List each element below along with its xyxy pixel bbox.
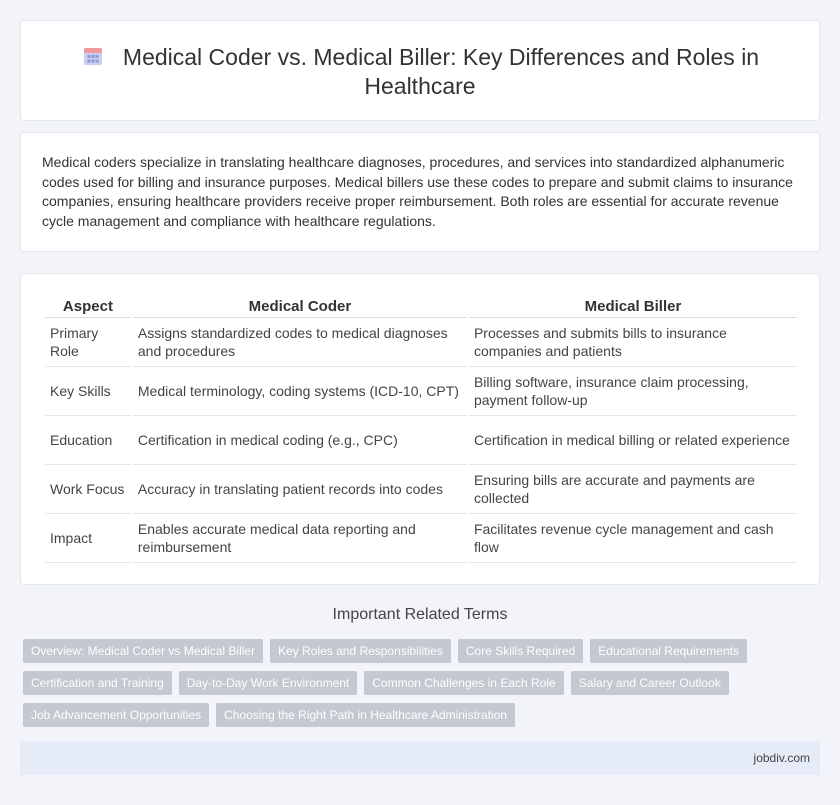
comparison-table <box>43 294 799 563</box>
table-cell-coder: Assigns standardized codes to medical diagnoses and procedures <box>133 318 467 367</box>
title-wrap <box>21 43 819 101</box>
tag-row <box>23 671 823 695</box>
comparison-card <box>20 273 820 585</box>
table-row <box>45 367 797 416</box>
calendar-icon <box>81 44 105 68</box>
related-tag[interactable]: Educational Requirements <box>590 639 747 663</box>
table-cell-coder: Enables accurate medical data reporting and reimbursement <box>133 514 467 563</box>
table-cell-biller: Ensuring bills are accurate and payments are collected <box>469 465 797 514</box>
table-header-coder: Medical Coder <box>133 294 467 318</box>
table-cell-coder: Accuracy in translating patient records into codes <box>133 465 467 514</box>
table-header-aspect: Aspect <box>45 294 131 318</box>
table-row <box>45 465 797 514</box>
table-cell-coder: Medical terminology, coding systems (ICD-10, CPT) <box>133 367 467 416</box>
related-terms-title: Important Related Terms <box>332 606 508 623</box>
footer-site-link[interactable]: jobdiv.com <box>753 751 810 765</box>
table-cell-biller: Billing software, insurance claim processing, payment follow-up <box>469 367 797 416</box>
table-cell-aspect: Primary Role <box>45 318 131 367</box>
title-card <box>20 20 820 121</box>
table-header-row <box>45 294 797 318</box>
intro-card <box>20 132 820 252</box>
related-tag[interactable]: Key Roles and Responsibilities <box>270 639 451 663</box>
table-cell-biller: Facilitates revenue cycle management and cash flow <box>469 514 797 563</box>
intro-paragraph: Medical coders specialize in translating healthcare diagnoses, procedures, and services into standardized alphanumeric codes used for billing and insurance purposes. Medical billers use these codes to prepare and submit claims to insurance companies, ensuring healthcare providers receive proper reimbursement. Both roles are essential for accurate revenue cycle management and compliance with healthcare regulations. <box>42 154 793 229</box>
table-row <box>45 514 797 563</box>
footer <box>20 741 820 775</box>
related-tag[interactable]: Salary and Career Outlook <box>571 671 729 695</box>
related-tag[interactable]: Day-to-Day Work Environment <box>179 671 358 695</box>
related-tag[interactable]: Job Advancement Opportunities <box>23 703 209 727</box>
related-tag[interactable]: Certification and Training <box>23 671 172 695</box>
table-cell-biller: Certification in medical billing or related experience <box>469 416 797 465</box>
tag-row <box>23 639 823 663</box>
table-cell-aspect: Impact <box>45 514 131 563</box>
table-row <box>45 318 797 367</box>
related-tag[interactable]: Overview: Medical Coder vs Medical Biller <box>23 639 263 663</box>
table-cell-aspect: Education <box>45 416 131 465</box>
tag-row <box>23 703 823 727</box>
table-cell-coder: Certification in medical coding (e.g., CPC) <box>133 416 467 465</box>
table-header-biller: Medical Biller <box>469 294 797 318</box>
related-tag[interactable]: Choosing the Right Path in Healthcare Administration <box>216 703 515 727</box>
page-title: Medical Coder vs. Medical Biller: Key Differences and Roles in Healthcare <box>122 44 760 99</box>
table-row <box>45 416 797 465</box>
table-cell-biller: Processes and submits bills to insurance companies and patients <box>469 318 797 367</box>
related-tag[interactable]: Core Skills Required <box>458 639 583 663</box>
table-cell-aspect: Work Focus <box>45 465 131 514</box>
table-cell-aspect: Key Skills <box>45 367 131 416</box>
related-tag[interactable]: Common Challenges in Each Role <box>364 671 563 695</box>
related-terms-tags <box>23 639 823 735</box>
